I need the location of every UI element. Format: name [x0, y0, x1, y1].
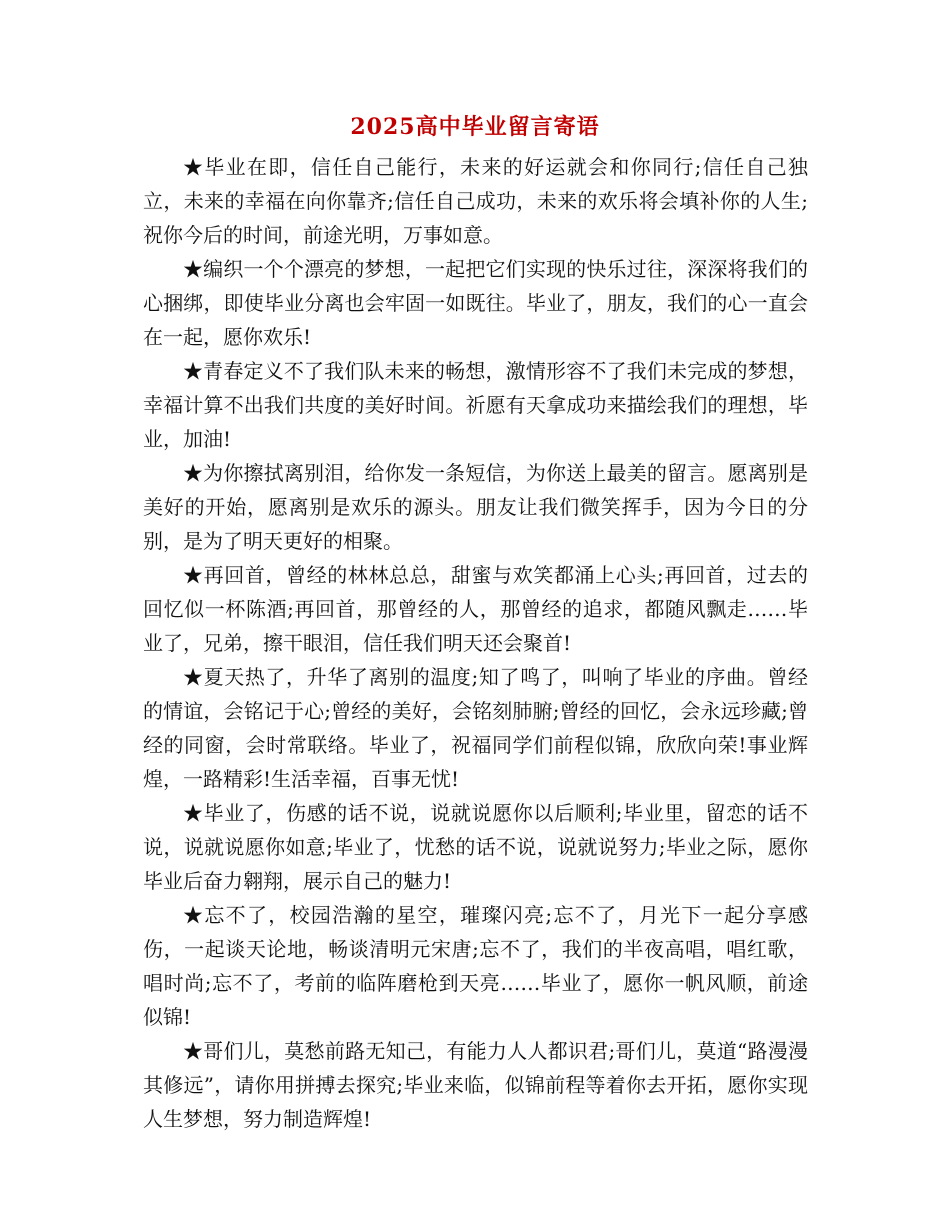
paragraph-5: ★再回首，曾经的林林总总，甜蜜与欢笑都涌上心头;再回首，过去的回忆似一杯陈酒;再回首，那曾经的人，那曾经的追求，都随风飘走……毕业了，兄弟，擦干眼泪，信任我们明天还会聚首!: [143, 563, 808, 655]
paragraph-9: ★哥们儿，莫愁前路无知己，有能力人人都识君;哥们儿，莫道“路漫漫其修远”，请你用拼搏去探究;毕业来临，似锦前程等着你去开拓，愿你实现人生梦想，努力制造辉煌!: [143, 1039, 808, 1131]
paragraph-6: ★夏天热了，升华了离别的温度;知了鸣了，叫响了毕业的序曲。曾经的情谊，会铭记于心;曾经的美好，会铭刻肺腑;曾经的回忆，会永远珍藏;曾经的同窗，会时常联络。毕业了，祝福同学们前程似锦，欣欣向荣!事业辉煌，一路精彩!生活幸福，百事无忧!: [143, 665, 808, 791]
document-body: [143, 150, 808, 1136]
paragraph-4: ★为你擦拭离别泪，给你发一条短信，为你送上最美的留言。愿离别是美好的开始，愿离别是欢乐的源头。朋友让我们微笑挥手，因为今日的分别，是为了明天更好的相聚。: [143, 461, 808, 553]
paragraph-1: ★毕业在即，信任自己能行，未来的好运就会和你同行;信任自己独立，未来的幸福在向你靠齐;信任自己成功，未来的欢乐将会填补你的人生;祝你今后的时间，前途光明，万事如意。: [143, 155, 808, 247]
paragraph-7: ★毕业了，伤感的话不说，说就说愿你以后顺利;毕业里，留恋的话不说，说就说愿你如意;毕业了，忧愁的话不说，说就说努力;毕业之际，愿你毕业后奋力翱翔，展示自己的魅力!: [143, 801, 808, 893]
paragraph-2: ★编织一个个漂亮的梦想，一起把它们实现的快乐过往，深深将我们的心捆绑，即使毕业分离也会牢固一如既往。毕业了，朋友，我们的心一直会在一起，愿你欢乐!: [143, 257, 808, 349]
paragraph-3: ★青春定义不了我们队未来的畅想，激情形容不了我们未完成的梦想，幸福计算不出我们共度的美好时间。祈愿有天拿成功来描绘我们的理想，毕业，加油!: [143, 359, 808, 451]
document-title: 2025高中毕业留言寄语: [350, 114, 600, 140]
paragraph-8: ★忘不了，校园浩瀚的星空，璀璨闪亮;忘不了，月光下一起分享感伤，一起谈天论地，畅谈清明元宋唐;忘不了，我们的半夜高唱，唱红歌，唱时尚;忘不了，考前的临阵磨枪到天亮……毕业了，愿你一帆风顺，前途似锦!: [143, 903, 808, 1029]
